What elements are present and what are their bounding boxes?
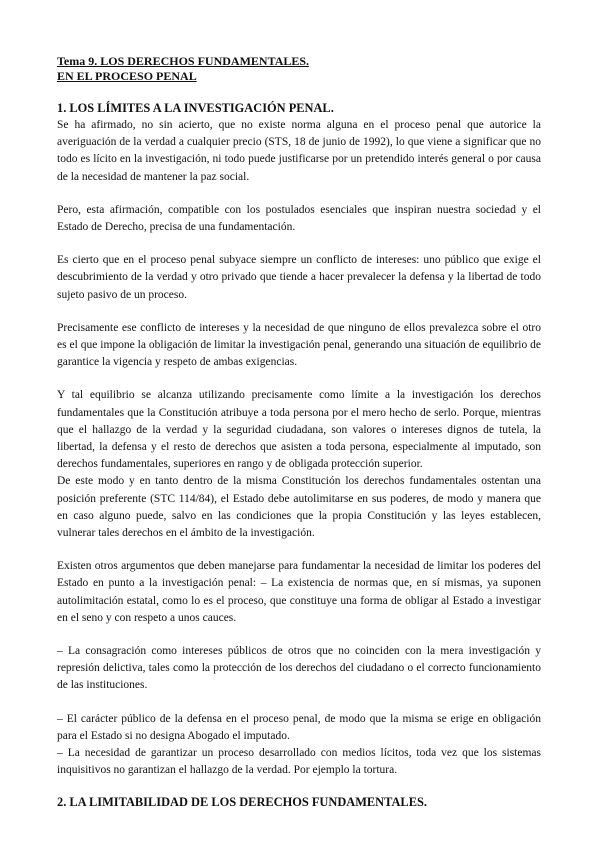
paragraph-2: Pero, esta afirmación, compatible con los postulados esenciales que inspiran nuestra sociedad y el Estado de Derecho, precisa de una fundamentación. (57, 203, 541, 234)
paragraph-4: Precisamente ese conflicto de intereses y la necesidad de que ninguno de ellos prevalezca sobre el otro es el que impone la obligación de limitar la investigación penal, generando una situación de equilibrio de garantice la vigencia y respeto de ambas exigencias. (57, 321, 541, 369)
document-body (57, 54, 541, 811)
paragraph-7: Existen otros argumentos que deben manejarse para fundamentar la necesidad de limitar los poderes del Estado en punto a la investigación penal: – La existencia de normas que, en sí mismas, ya suponen autolimitación estatal, como lo es el proceso, que constituye una forma de obligar al Estado a investigar en el seno y con respeto a unos cauces. (57, 560, 541, 624)
paragraph-3: Es cierto que en el proceso penal subyace siempre un conflicto de intereses: uno público que exige el descubrimiento de la verdad y otro privado que tiende a hacer prevalecer la defensa y la libertad de todo sujeto pasivo de un proceso. (57, 254, 541, 301)
paragraph-6: De este modo y en tanto dentro de la misma Constitución los derechos fundamentales ostentan una posición preferente (STC 114/84), el Estado debe autolimitarse en sus poderes, de modo y manera que en caso alguno puede, salvo en las condiciones que la propia Constitución y las leyes establecen, vulnerar tales derechos en el ámbito de la investigación. (57, 475, 541, 540)
section-2-heading: 2. LA LIMITABILIDAD DE LOS DERECHOS FUNDAMENTALES. (57, 794, 427, 809)
document-title-line-2: EN EL PROCESO PENAL (57, 69, 197, 83)
paragraph-8: – La consagración como intereses públicos de otros que no coinciden con la mera investigación y represión delictiva, tales como la protección de los derechos del ciudadano o el correcto funcionamiento de las instituciones. (57, 645, 541, 692)
paragraph-9: – El carácter público de la defensa en el proceso penal, de modo que la misma se erige en obligación para el Estado si no designa Abogado el imputado. (57, 712, 541, 742)
section-1-heading: 1. LOS LÍMITES A LA INVESTIGACIÓN PENAL. (57, 101, 334, 115)
paragraph-10: – La necesidad de garantizar un proceso desarrollado con medios lícitos, toda vez que los sistemas inquisitivos no garantizan el hallazgo de la verdad. Por ejemplo la tortura. (57, 747, 541, 777)
paragraph-1: Se ha afirmado, no sin acierto, que no existe norma alguna en el proceso penal que autorice la averiguación de la verdad a cualquier precio (STS, 18 de junio de 1992), lo que viene a significar que no todo es lícito en la investigación, ni todo puede justificarse por un pretendido interés general o por causa de la necesidad de mantener la paz social. (57, 119, 541, 183)
document-title-line-1: Tema 9. LOS DERECHOS FUNDAMENTALES. (57, 54, 310, 68)
paragraph-5: Y tal equilibrio se alcanza utilizando precisamente como límite a la investigación los derechos fundamentales que la Constitución atribuye a toda persona por el mero hecho de serlo. Porque, mientras que el hallazgo de la verdad y la seguridad ciudadana, son valores o intereses dignos de tutela, la libertad, la defensa y el resto de derechos que asisten a toda persona, especialmente al imputado, son derechos fundamentales, superiores en rango y de obligada protección superior. (57, 389, 541, 471)
